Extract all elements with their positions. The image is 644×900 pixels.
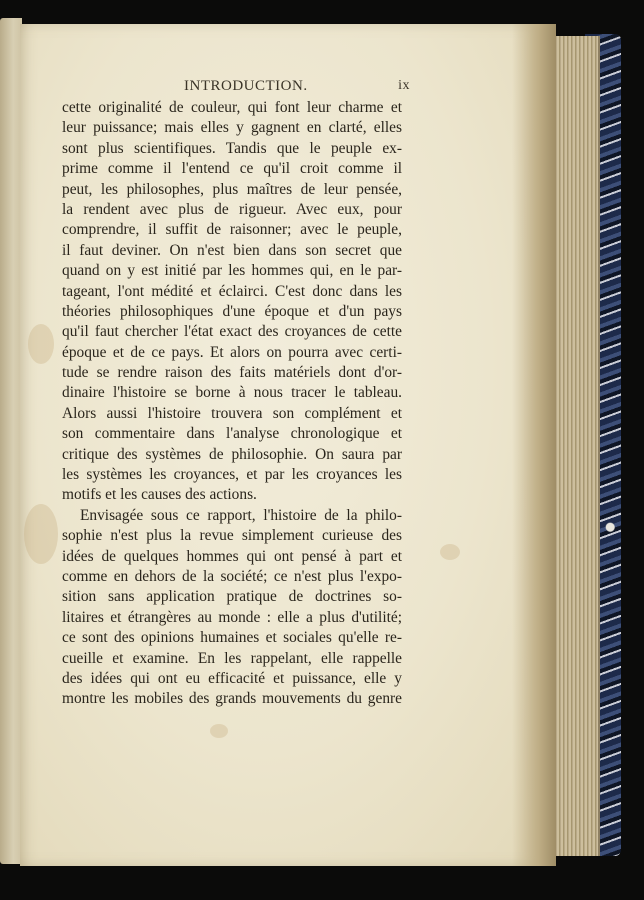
text-line: comme en dehors de la société; ce n'est plus l'expo-	[62, 567, 402, 585]
page-number: ix	[398, 78, 410, 93]
text-line: Alors aussi l'histoire trouvera son complément et	[62, 404, 402, 422]
text-line: la rendent avec plus de rigueur. Avec eux, pour	[62, 200, 402, 218]
text-line: peut, les philosophes, plus maîtres de leur pensée,	[62, 180, 402, 198]
text-line: motifs et les causes des actions.	[62, 486, 257, 504]
text-line: quand on y est initié par les hommes qui, en le par-	[62, 262, 402, 280]
text-line: théories philosophiques d'une époque et d'un pays	[62, 302, 402, 320]
body-text	[62, 98, 402, 710]
text-line: les systèmes les croyances, et par les croyances les	[62, 466, 402, 484]
text-line: qu'il faut chercher l'état exact des croyances de cette	[62, 323, 402, 341]
running-header	[184, 78, 410, 100]
text-line: litaires et étrangères au monde : elle a plus d'utilité;	[62, 608, 402, 626]
text-line: critique des systèmes de philosophie. On saura par	[62, 445, 402, 463]
page-gutter-shadow	[512, 24, 556, 866]
text-line: Envisagée sous ce rapport, l'histoire de la philo-	[80, 506, 402, 524]
facing-page-edge	[0, 18, 22, 864]
text-line: cette originalité de couleur, qui font leur charme et	[62, 99, 402, 116]
text-line: cueille et examine. En les rappelant, elle rappelle	[62, 649, 402, 667]
text-line: tude se rendre raison des faits matériels dont d'or-	[62, 364, 402, 382]
foxing-stain	[210, 724, 228, 738]
page-stack-edge	[552, 36, 600, 856]
text-line: son commentaire dans l'analyse chronologique et	[62, 425, 402, 443]
text-line: ce sont des opinions humaines et sociales qu'elle re-	[62, 629, 402, 647]
text-line: il faut deviner. On n'est bien dans son secret que	[62, 241, 402, 259]
text-line: sont plus scientifiques. Tandis que le peuple ex-	[62, 139, 402, 157]
text-line: tageant, l'ont médité et éclairci. C'est donc dans les	[62, 282, 402, 300]
text-line: sition sans application pratique de doctrines so-	[62, 588, 402, 606]
foxing-stain	[28, 324, 54, 364]
foxing-stain	[24, 504, 58, 564]
text-line: idées de quelques hommes qui ont pensé à part et	[62, 547, 402, 565]
text-line: leur puissance; mais elles y gagnent en clarté, elles	[62, 119, 402, 137]
text-line: montre les mobiles des grands mouvements du genre	[62, 690, 402, 708]
text-line: sophie n'est plus la revue simplement curieuse des	[62, 527, 402, 545]
running-title: INTRODUCTION.	[184, 78, 308, 94]
text-line: comprendre, il suffit de raisonner; avec le peuple,	[62, 221, 402, 239]
text-line: dinaire l'histoire se borne à nous tracer le tableau.	[62, 384, 402, 402]
text-line: prime comme il l'entend ce qu'il croit comme il	[62, 160, 402, 178]
text-line: époque et de ce pays. Et alors on pourra avec certi-	[62, 343, 402, 361]
foxing-stain	[440, 544, 460, 560]
text-line: des idées qui ont eu efficacité et puissance, elle y	[62, 669, 402, 687]
